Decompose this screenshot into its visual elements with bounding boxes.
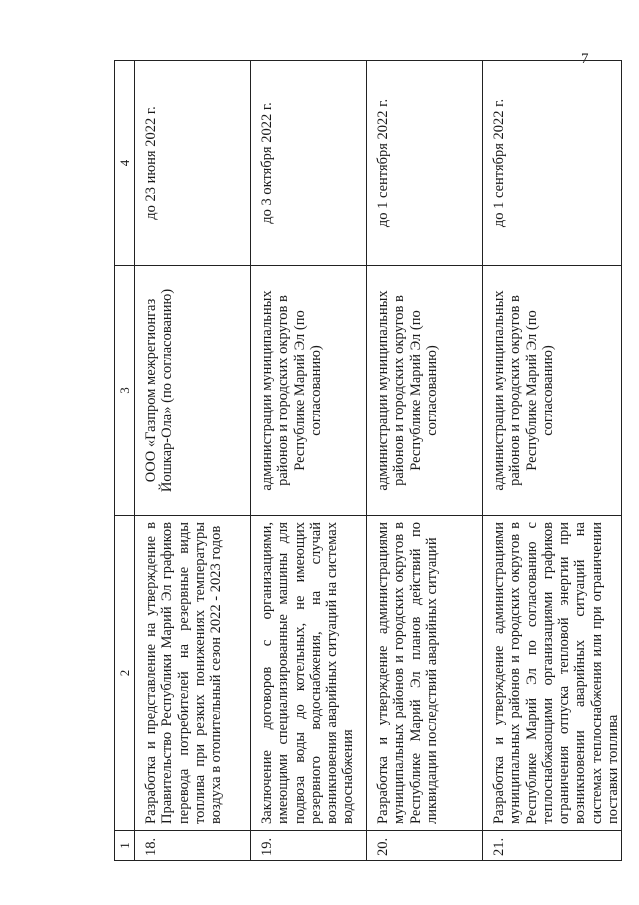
table-row	[251, 61, 367, 861]
table-row	[135, 61, 251, 861]
responsible-text: администрации муниципальных районов и городских округов в Республике Марий Эл (по согласованию)	[251, 266, 367, 516]
action-text: Разработка и представление на утверждение в Правительство Республики Марий Эл графиков перевода потребителей на резервные виды топлива при резких понижениях температуры воздуха в отопительный сезон 2022 - 2023 годов	[135, 516, 251, 831]
row-number: 20.	[367, 831, 483, 861]
header-row	[115, 61, 135, 861]
responsible-text: ООО «Газпром межрегионгаз Йошкар-Ола» (по согласованию)	[135, 266, 251, 516]
row-number: 19.	[251, 831, 367, 861]
deadline-text: до 1 сентября 2022 г.	[367, 61, 483, 266]
header-col-3: 3	[115, 266, 135, 516]
header-col-2: 2	[115, 516, 135, 831]
deadline-text: до 3 октября 2022 г.	[251, 61, 367, 266]
table-row	[367, 61, 483, 861]
header-col-4: 4	[115, 61, 135, 266]
responsible-text: администрации муниципальных районов и городских округов в Республике Марий Эл (по согласованию)	[483, 266, 622, 516]
rotated-table-container	[114, 61, 622, 861]
table-row	[483, 61, 622, 861]
action-text: Разработка и утверждение администрациями муниципальных районов и городских округов в Республике Марий Эл планов действий по ликвидации последствий аварийных ситуаций	[367, 516, 483, 831]
deadline-text: до 23 июня 2022 г.	[135, 61, 251, 266]
action-text: Заключение договоров с организациями, имеющими специализированные машины для подвоза воды до котельных, не имеющих резервного водоснабжения, на случай возникновения аварийных ситуаций на системах водоснабжения	[251, 516, 367, 831]
responsible-text: администрации муниципальных районов и городских округов в Республике Марий Эл (по согласованию)	[367, 266, 483, 516]
action-text: Разработка и утверждение администрациями муниципальных районов и городских округов в Республике Марий Эл по согласованию с теплоснабжающими организациями графиков ограничения отпуска тепловой энергии при возникновении аварийных ситуаций на системах теплоснабжения или при ограничении поставки топлива	[483, 516, 622, 831]
deadline-text: до 1 сентября 2022 г.	[483, 61, 622, 266]
page-number: 7	[581, 51, 589, 67]
header-col-1: 1	[115, 831, 135, 861]
row-number: 21.	[483, 831, 622, 861]
action-plan-table	[114, 60, 622, 861]
row-number: 18.	[135, 831, 251, 861]
